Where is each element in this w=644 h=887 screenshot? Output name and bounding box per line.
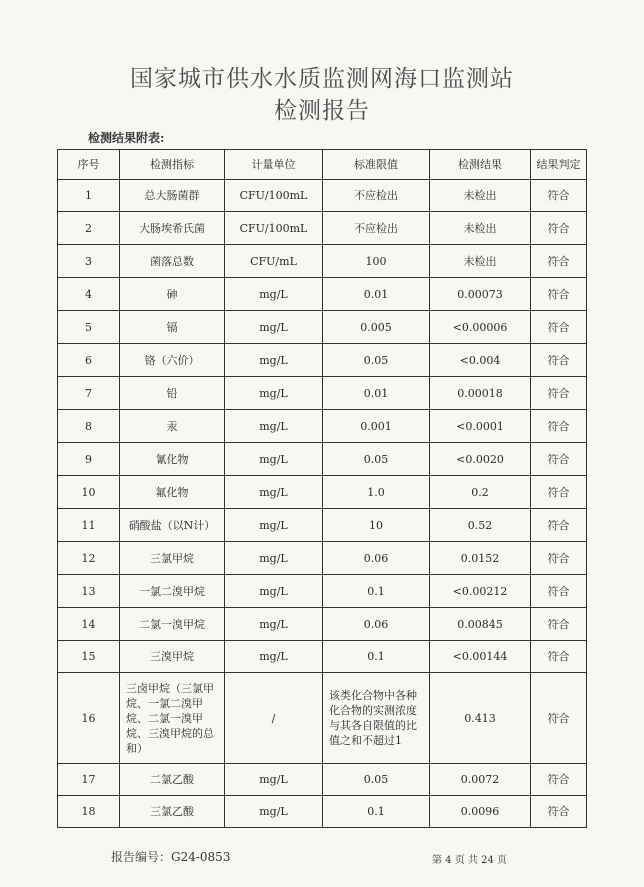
- cell-unit: mg/L: [225, 641, 323, 673]
- cell-indicator: 菌落总数: [120, 245, 225, 278]
- cell-unit: mg/L: [225, 509, 323, 542]
- cell-indicator: 砷: [120, 278, 225, 311]
- cell-indicator: 二氯一溴甲烷: [120, 608, 225, 641]
- cell-judgement: 符合: [531, 542, 587, 575]
- cell-judgement: 符合: [531, 212, 587, 245]
- cell-result: 0.0096: [430, 796, 531, 828]
- header-col-unit: 计量单位: [225, 150, 323, 180]
- cell-limit: 该类化合物中各种化合物的实测浓度与其各自限值的比值之和不超过1: [323, 673, 430, 764]
- cell-unit: mg/L: [225, 764, 323, 796]
- table-row: [58, 311, 587, 344]
- cell-index: 8: [58, 410, 120, 443]
- cell-limit: 0.05: [323, 344, 430, 377]
- table-row: [58, 575, 587, 608]
- cell-judgement: 符合: [531, 344, 587, 377]
- cell-index: 2: [58, 212, 120, 245]
- cell-result: 未检出: [430, 245, 531, 278]
- cell-judgement: 符合: [531, 575, 587, 608]
- cell-index: 1: [58, 180, 120, 212]
- cell-limit: 0.1: [323, 796, 430, 828]
- cell-judgement: 符合: [531, 278, 587, 311]
- cell-index: 11: [58, 509, 120, 542]
- cell-unit: mg/L: [225, 278, 323, 311]
- cell-judgement: 符合: [531, 509, 587, 542]
- cell-indicator: 一氯二溴甲烷: [120, 575, 225, 608]
- table-row: [58, 278, 587, 311]
- table-row: [58, 180, 587, 212]
- cell-index: 6: [58, 344, 120, 377]
- cell-unit: mg/L: [225, 344, 323, 377]
- cell-result: 0.0152: [430, 542, 531, 575]
- table-row: [58, 377, 587, 410]
- cell-limit: 10: [323, 509, 430, 542]
- cell-indicator: 氟化物: [120, 476, 225, 509]
- cell-indicator: 氰化物: [120, 443, 225, 476]
- cell-unit: mg/L: [225, 410, 323, 443]
- cell-limit: 0.06: [323, 542, 430, 575]
- table-row: [58, 476, 587, 509]
- cell-judgement: 符合: [531, 764, 587, 796]
- cell-index: 12: [58, 542, 120, 575]
- table-caption: 检测结果附表:: [88, 131, 165, 145]
- table-row: [58, 410, 587, 443]
- cell-result: <0.004: [430, 344, 531, 377]
- cell-indicator: 三氯乙酸: [120, 796, 225, 828]
- header-col-indicator: 检测指标: [120, 150, 225, 180]
- cell-result: 0.2: [430, 476, 531, 509]
- cell-index: 5: [58, 311, 120, 344]
- cell-judgement: 符合: [531, 180, 587, 212]
- cell-indicator: 三氯甲烷: [120, 542, 225, 575]
- cell-limit: 0.001: [323, 410, 430, 443]
- table-row: [58, 344, 587, 377]
- cell-limit: 0.01: [323, 377, 430, 410]
- cell-result: <0.0001: [430, 410, 531, 443]
- report-number: 报告编号：G24-0853: [111, 850, 231, 864]
- cell-index: 16: [58, 673, 120, 764]
- cell-unit: CFU/100mL: [225, 180, 323, 212]
- cell-unit: CFU/mL: [225, 245, 323, 278]
- cell-limit: 0.1: [323, 575, 430, 608]
- cell-result: 未检出: [430, 180, 531, 212]
- table-row: [58, 673, 587, 764]
- cell-unit: mg/L: [225, 443, 323, 476]
- cell-indicator: 铬（六价）: [120, 344, 225, 377]
- header-col-result: 检测结果: [430, 150, 531, 180]
- cell-unit: mg/L: [225, 608, 323, 641]
- table-row: [58, 764, 587, 796]
- cell-judgement: 符合: [531, 377, 587, 410]
- cell-result: <0.00212: [430, 575, 531, 608]
- report-subtitle: 检测报告: [274, 98, 370, 124]
- table-row: [58, 608, 587, 641]
- cell-limit: 0.005: [323, 311, 430, 344]
- cell-result: 0.52: [430, 509, 531, 542]
- header-col-index: 序号: [58, 150, 120, 180]
- cell-indicator: 硝酸盐（以N计）: [120, 509, 225, 542]
- cell-indicator: 总大肠菌群: [120, 180, 225, 212]
- cell-judgement: 符合: [531, 608, 587, 641]
- cell-indicator: 大肠埃希氏菌: [120, 212, 225, 245]
- results-table: [57, 149, 587, 828]
- cell-indicator: 三溴甲烷: [120, 641, 225, 673]
- cell-result: <0.0020: [430, 443, 531, 476]
- table-row: [58, 796, 587, 828]
- cell-index: 4: [58, 278, 120, 311]
- cell-limit: 100: [323, 245, 430, 278]
- table-row: [58, 641, 587, 673]
- cell-result: 未检出: [430, 212, 531, 245]
- cell-index: 14: [58, 608, 120, 641]
- cell-indicator: 汞: [120, 410, 225, 443]
- cell-limit: 不应检出: [323, 212, 430, 245]
- cell-judgement: 符合: [531, 673, 587, 764]
- cell-unit: mg/L: [225, 476, 323, 509]
- cell-index: 17: [58, 764, 120, 796]
- cell-limit: 0.06: [323, 608, 430, 641]
- table-row: [58, 212, 587, 245]
- table-row: [58, 245, 587, 278]
- cell-judgement: 符合: [531, 311, 587, 344]
- cell-index: 9: [58, 443, 120, 476]
- cell-judgement: 符合: [531, 641, 587, 673]
- cell-result: <0.00144: [430, 641, 531, 673]
- cell-result: 0.00018: [430, 377, 531, 410]
- cell-limit: 0.1: [323, 641, 430, 673]
- cell-result: 0.413: [430, 673, 531, 764]
- cell-result: 0.00073: [430, 278, 531, 311]
- cell-unit: mg/L: [225, 796, 323, 828]
- cell-result: <0.00006: [430, 311, 531, 344]
- cell-unit: mg/L: [225, 575, 323, 608]
- cell-limit: 0.01: [323, 278, 430, 311]
- cell-unit: mg/L: [225, 311, 323, 344]
- cell-limit: 不应检出: [323, 180, 430, 212]
- cell-index: 13: [58, 575, 120, 608]
- cell-judgement: 符合: [531, 443, 587, 476]
- cell-indicator: 镉: [120, 311, 225, 344]
- table-row: [58, 443, 587, 476]
- cell-unit: CFU/100mL: [225, 212, 323, 245]
- cell-judgement: 符合: [531, 796, 587, 828]
- cell-index: 18: [58, 796, 120, 828]
- cell-unit: mg/L: [225, 542, 323, 575]
- page-number: 第 4 页 共 24 页: [432, 855, 507, 866]
- report-title: 国家城市供水水质监测网海口监测站: [130, 66, 514, 92]
- cell-limit: 0.05: [323, 443, 430, 476]
- cell-index: 3: [58, 245, 120, 278]
- table-header-row: [58, 150, 587, 180]
- cell-index: 10: [58, 476, 120, 509]
- cell-index: 15: [58, 641, 120, 673]
- table-body: [58, 180, 587, 828]
- cell-judgement: 符合: [531, 410, 587, 443]
- cell-indicator: 铅: [120, 377, 225, 410]
- cell-index: 7: [58, 377, 120, 410]
- cell-unit: mg/L: [225, 377, 323, 410]
- header-col-judgement: 结果判定: [531, 150, 587, 180]
- cell-unit: /: [225, 673, 323, 764]
- cell-result: 0.00845: [430, 608, 531, 641]
- table-row: [58, 542, 587, 575]
- cell-indicator: 三卤甲烷（三氯甲烷、一氯二溴甲烷、二氯一溴甲烷、三溴甲烷的总和）: [120, 673, 225, 764]
- cell-judgement: 符合: [531, 245, 587, 278]
- cell-limit: 1.0: [323, 476, 430, 509]
- table-row: [58, 509, 587, 542]
- cell-indicator: 二氯乙酸: [120, 764, 225, 796]
- cell-limit: 0.05: [323, 764, 430, 796]
- cell-result: 0.0072: [430, 764, 531, 796]
- header-col-limit: 标准限值: [323, 150, 430, 180]
- cell-judgement: 符合: [531, 476, 587, 509]
